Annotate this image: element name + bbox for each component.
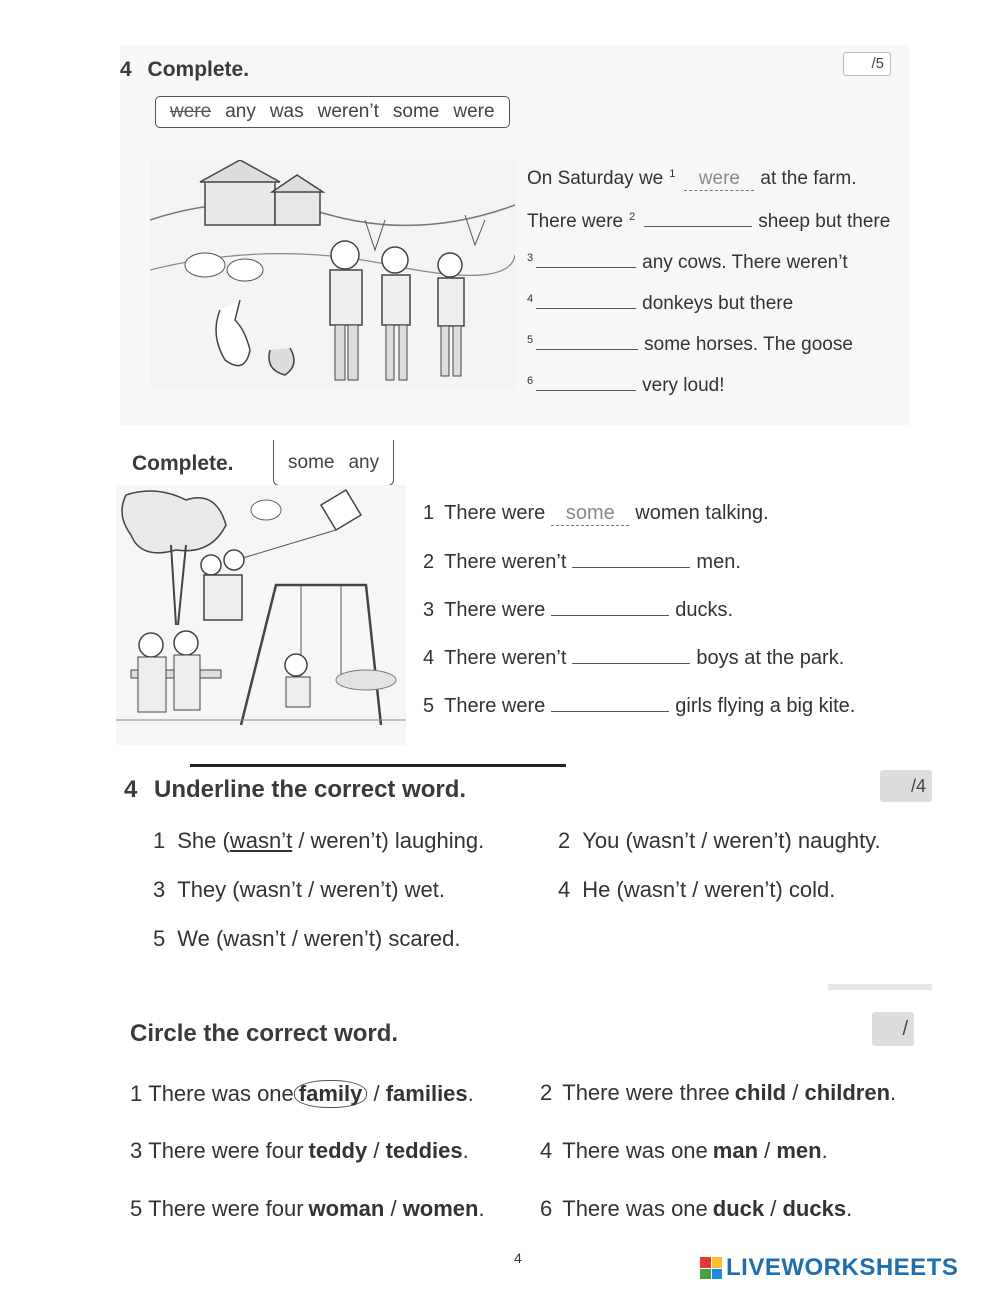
section3-title: Underline the correct word. xyxy=(154,776,467,803)
option-1[interactable]: family xyxy=(294,1080,368,1108)
item-text: ) cold. xyxy=(775,877,836,902)
item-number: 2 xyxy=(423,551,435,573)
answer-field[interactable]: were xyxy=(684,168,754,191)
section4-item-6 xyxy=(540,1196,852,1222)
section3-item-2 xyxy=(558,828,881,854)
section2-line-5 xyxy=(423,694,855,718)
item-number: 5 xyxy=(153,926,166,951)
section1-line-5 xyxy=(527,332,853,356)
item-text: We ( xyxy=(177,926,224,951)
section3-item-4 xyxy=(558,877,835,903)
answer-field[interactable] xyxy=(536,332,638,350)
word-box-item: some xyxy=(288,451,335,473)
item-text: ) laughing. xyxy=(381,828,485,853)
section4-title: Circle the correct word. xyxy=(130,1020,399,1047)
option-2[interactable]: families xyxy=(385,1081,468,1106)
answer-field[interactable] xyxy=(536,291,636,309)
separator: / xyxy=(686,877,705,902)
item-text: There were three xyxy=(562,1080,730,1105)
section2-word-box xyxy=(273,440,394,486)
section1-line-3 xyxy=(527,250,848,274)
option-2[interactable]: men xyxy=(776,1138,822,1163)
item-number: 3 xyxy=(153,877,166,902)
item-number: 3 xyxy=(130,1138,143,1163)
brand-name: LIVEWORKSHEETS xyxy=(726,1254,959,1281)
park-illustration xyxy=(116,485,406,745)
item-number: 2 xyxy=(540,1080,553,1105)
option-2[interactable]: weren’t xyxy=(704,877,776,902)
item-text: . xyxy=(846,1196,853,1221)
item-text: ) wet. xyxy=(391,877,446,902)
section3-header xyxy=(124,776,466,804)
liveworksheets-logo xyxy=(700,1254,958,1282)
option-1[interactable]: teddy xyxy=(308,1138,368,1163)
option-1[interactable]: wasn’t xyxy=(623,877,687,902)
divider-line xyxy=(190,764,566,767)
item-number: 2 xyxy=(629,211,636,223)
item-number: 1 xyxy=(669,168,676,180)
option-1[interactable]: woman xyxy=(308,1196,385,1221)
answer-field[interactable] xyxy=(644,209,752,227)
item-number: 3 xyxy=(423,599,435,621)
separator: / xyxy=(384,1196,403,1221)
item-number: 4 xyxy=(527,293,534,305)
crossed-word: were xyxy=(170,101,212,122)
option-1[interactable]: child xyxy=(734,1080,787,1105)
section2-line-3 xyxy=(423,598,733,622)
item-number: 5 xyxy=(130,1196,143,1221)
answer-field[interactable] xyxy=(536,373,636,391)
line-text: There were xyxy=(444,599,546,621)
section2-line-4 xyxy=(423,646,844,670)
answer-field[interactable]: some xyxy=(551,502,629,526)
item-number: 5 xyxy=(527,334,534,346)
item-text: There was one xyxy=(562,1138,708,1163)
section1-word-box xyxy=(155,96,510,128)
section2-line-1 xyxy=(423,502,769,526)
item-text: There was one xyxy=(148,1081,294,1106)
answer-field[interactable] xyxy=(551,694,669,712)
option-2[interactable]: children xyxy=(804,1080,891,1105)
option-2[interactable]: women xyxy=(402,1196,479,1221)
line-text: There were xyxy=(444,502,546,524)
line-text: women talking. xyxy=(635,502,769,524)
section1-title: Complete. xyxy=(147,58,250,81)
option-2[interactable]: weren’t xyxy=(310,828,382,853)
separator: / xyxy=(695,828,714,853)
line-text: men. xyxy=(696,551,741,573)
item-number: 1 xyxy=(153,828,166,853)
item-text: ) naughty. xyxy=(784,828,881,853)
option-2[interactable]: weren’t xyxy=(320,877,392,902)
separator: / xyxy=(764,1196,783,1221)
item-number: 5 xyxy=(423,695,435,717)
line-text: some horses. The goose xyxy=(644,334,853,355)
section4-item-4 xyxy=(540,1138,828,1164)
section4-item-1 xyxy=(130,1080,474,1108)
item-number: 4 xyxy=(423,647,435,669)
section3-item-5 xyxy=(153,926,461,952)
line-text: donkeys but there xyxy=(642,293,794,314)
option-2[interactable]: weren’t xyxy=(713,828,785,853)
section1-line-4 xyxy=(527,291,793,315)
section1-line-6 xyxy=(527,373,725,397)
word-box-item: any xyxy=(225,101,256,122)
section1-header xyxy=(120,58,249,82)
scan-artifact xyxy=(828,984,932,990)
section1-line-1 xyxy=(527,168,856,191)
answer-field[interactable] xyxy=(551,598,669,616)
section2-line-2 xyxy=(423,550,741,574)
item-text: ) scared. xyxy=(374,926,461,951)
item-text: . xyxy=(478,1196,485,1221)
section3-score-box[interactable]: /4 xyxy=(880,770,932,802)
answer-field[interactable] xyxy=(536,250,636,268)
item-number: 2 xyxy=(558,828,571,853)
item-text: . xyxy=(890,1080,897,1105)
section4-item-2 xyxy=(540,1080,896,1106)
item-text: There were four xyxy=(148,1138,304,1163)
option-1[interactable]: wasn’t xyxy=(239,877,302,902)
item-text: They ( xyxy=(177,877,240,902)
item-number: 6 xyxy=(527,375,534,387)
line-text: very loud! xyxy=(642,375,725,396)
section1-line-2 xyxy=(527,209,890,233)
item-text: . xyxy=(467,1081,474,1106)
section3-item-3 xyxy=(153,877,445,903)
line-text: boys at the park. xyxy=(696,647,845,669)
separator: / xyxy=(367,1081,386,1106)
item-number: 4 xyxy=(558,877,571,902)
word-box-item: was xyxy=(269,101,304,122)
answer-field[interactable] xyxy=(572,646,690,664)
separator: / xyxy=(301,877,321,902)
section3-item-1 xyxy=(153,828,484,854)
section1-score-box[interactable]: /5 xyxy=(843,52,891,76)
word-box-item: were xyxy=(453,101,495,122)
item-text: He ( xyxy=(582,877,624,902)
option-1[interactable]: wasn’t xyxy=(223,926,286,951)
word-box-item: any xyxy=(348,451,380,473)
line-text: There were xyxy=(527,211,624,232)
separator: / xyxy=(367,1138,386,1163)
option-1[interactable]: wasn’t xyxy=(229,828,293,853)
section4-item-5 xyxy=(130,1196,485,1222)
separator: / xyxy=(285,926,304,951)
answer-field[interactable] xyxy=(572,550,690,568)
item-number: 4 xyxy=(540,1138,553,1163)
line-text: There weren’t xyxy=(444,551,567,573)
item-text: You ( xyxy=(582,828,633,853)
line-text: sheep but there xyxy=(758,211,891,232)
item-number: 6 xyxy=(540,1196,553,1221)
option-1[interactable]: wasn’t xyxy=(632,828,696,853)
item-text: . xyxy=(462,1138,469,1163)
line-text: any cows. There weren’t xyxy=(642,252,848,273)
word-box-item: some xyxy=(392,101,440,122)
line-text: at the farm. xyxy=(760,168,857,189)
item-number: 3 xyxy=(527,252,534,264)
item-text: There were four xyxy=(148,1196,304,1221)
option-2[interactable]: teddies xyxy=(385,1138,463,1163)
section4-item-3 xyxy=(130,1138,469,1164)
section3-number: 4 xyxy=(124,776,138,803)
word-box-item: weren’t xyxy=(317,101,379,122)
item-text: She ( xyxy=(177,828,230,853)
section1-number: 4 xyxy=(120,58,132,81)
item-text: . xyxy=(821,1138,828,1163)
section2-title: Complete. xyxy=(132,452,234,475)
line-text: girls flying a big kite. xyxy=(675,695,856,717)
page-number: 4 xyxy=(514,1250,522,1266)
line-text: ducks. xyxy=(675,599,734,621)
item-text: There was one xyxy=(562,1196,708,1221)
farm-illustration xyxy=(150,160,515,390)
separator: / xyxy=(758,1138,777,1163)
item-number: 1 xyxy=(130,1081,143,1106)
option-1[interactable]: duck xyxy=(712,1196,765,1221)
line-text: On Saturday we xyxy=(527,168,664,189)
line-text: There weren’t xyxy=(444,647,567,669)
option-2[interactable]: ducks xyxy=(782,1196,847,1221)
option-1[interactable]: man xyxy=(712,1138,759,1163)
logo-mark-icon xyxy=(700,1257,722,1279)
separator: / xyxy=(292,828,311,853)
option-2[interactable]: weren’t xyxy=(304,926,375,951)
section4-score-box[interactable]: / xyxy=(872,1012,914,1046)
item-number: 1 xyxy=(423,502,435,524)
line-text: There were xyxy=(444,695,546,717)
separator: / xyxy=(786,1080,805,1105)
